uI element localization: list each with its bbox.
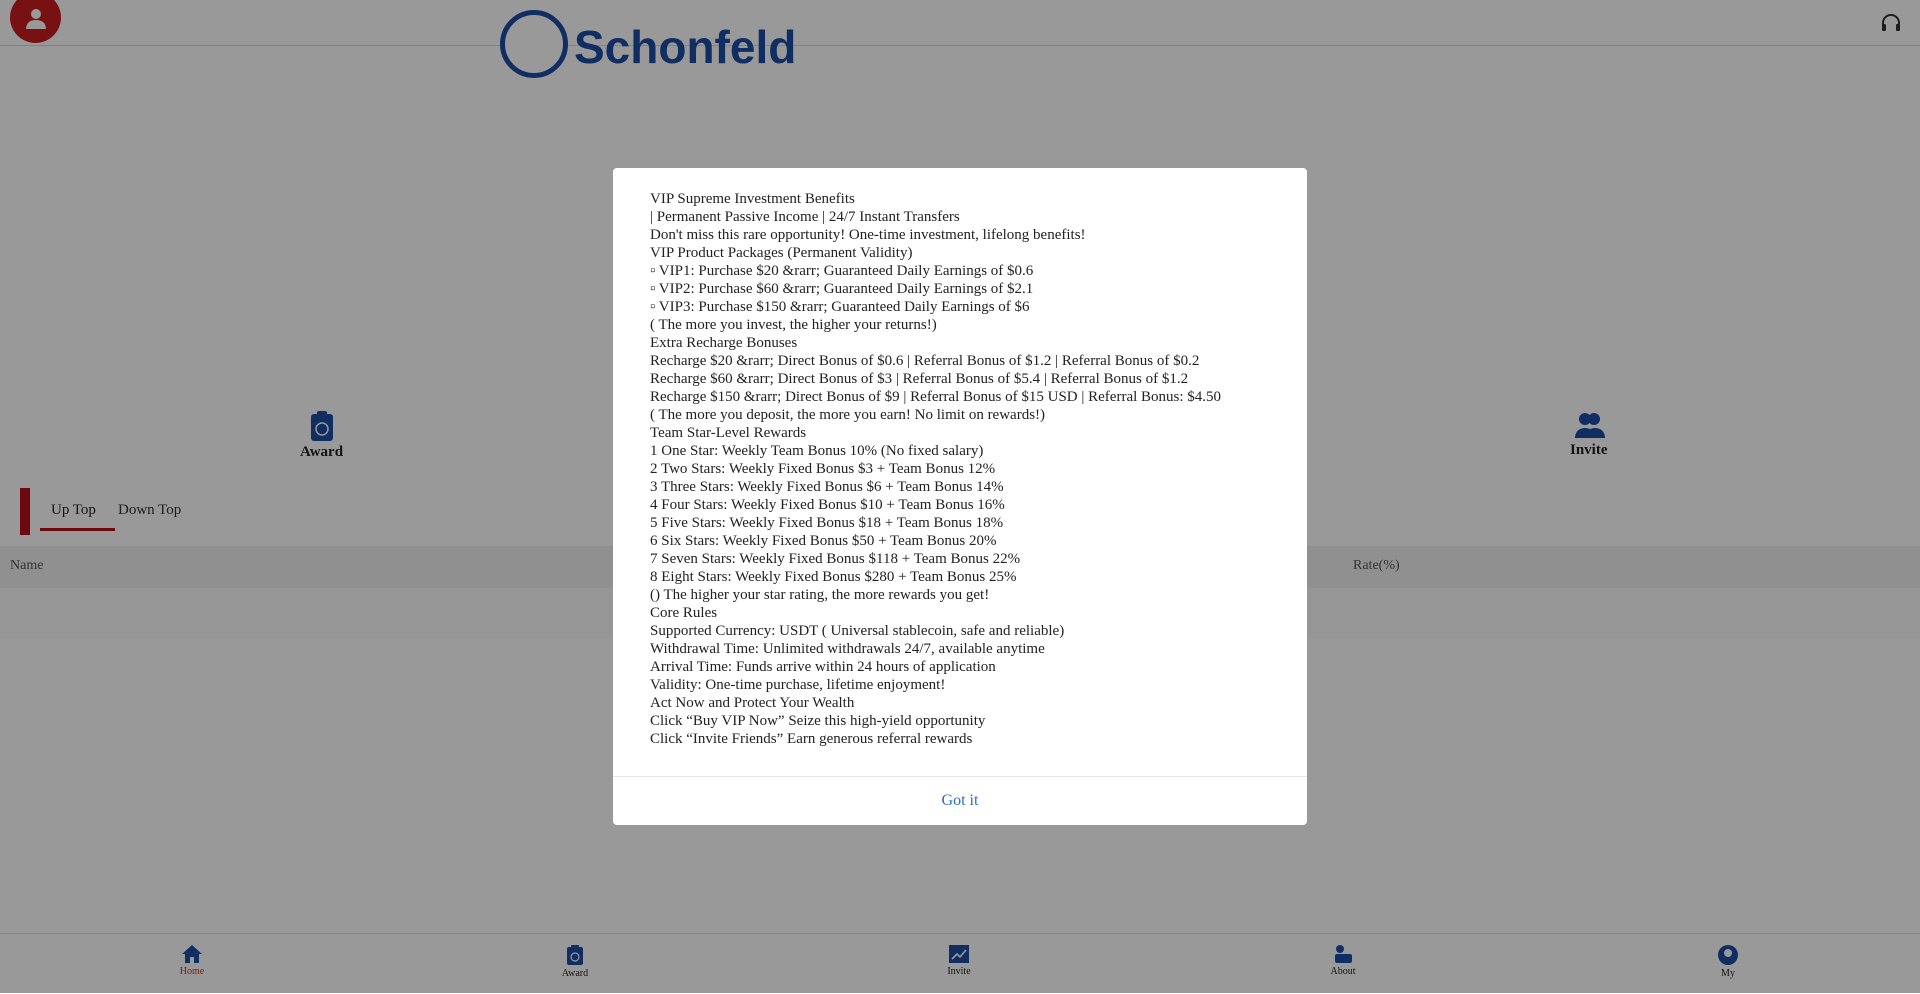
announcement-line: Don't miss this rare opportunity! One-time investment, lifelong benefits! (650, 227, 1086, 243)
announcement-line: 5 Five Stars: Weekly Fixed Bonus $18 + Team Bonus 18% (650, 515, 1004, 531)
announcement-line: ( The more you invest, the higher your returns!) (650, 317, 937, 333)
announcement-line: VIP Supreme Investment Benefits (650, 191, 855, 207)
announcement-line: 1 One Star: Weekly Team Bonus 10% (No fixed salary) (650, 443, 984, 459)
nav-home-label: Home (179, 966, 205, 977)
announcement-line: Click “Buy VIP Now” Seize this high-yield opportunity (650, 713, 986, 729)
quick-award-label: Award (300, 444, 344, 460)
announcement-line: Click “Invite Friends” Earn generous referral rewards (650, 731, 973, 747)
quick-invite-label: Invite (1570, 442, 1608, 458)
announcement-line: Validity: One-time purchase, lifetime enjoyment! (650, 677, 946, 693)
announcement-line: VIP Product Packages (Permanent Validity) (650, 245, 913, 261)
announcement-line: Supported Currency: USDT ( Universal stablecoin, safe and reliable) (650, 623, 1065, 639)
announcement-line: Extra Recharge Bonuses (650, 335, 798, 351)
got-it-button[interactable]: Got it (613, 776, 1307, 826)
announcement-line: ▫ VIP1: Purchase $20 &rarr; Guaranteed Daily Earnings of $0.6 (650, 263, 1034, 279)
announcement-dialog (613, 168, 1307, 825)
announcement-line: 4 Four Stars: Weekly Fixed Bonus $10 + Team Bonus 16% (650, 497, 1005, 513)
announcement-line: Withdrawal Time: Unlimited withdrawals 24/7, available anytime (650, 641, 1045, 657)
announcement-line: Recharge $150 &rarr; Direct Bonus of $9 | Referral Bonus of $15 USD | Referral Bonus: $4.50 (650, 389, 1222, 405)
announcement-line: 6 Six Stars: Weekly Fixed Bonus $50 + Team Bonus 20% (650, 533, 997, 549)
announcement-line: ▫ VIP2: Purchase $60 &rarr; Guaranteed Daily Earnings of $2.1 (650, 281, 1034, 297)
announcement-line: 3 Three Stars: Weekly Fixed Bonus $6 + Team Bonus 14% (650, 479, 1004, 495)
announcement-line: ( The more you deposit, the more you earn! No limit on rewards!) (650, 407, 1046, 423)
tab-up-top[interactable]: Up Top (51, 502, 96, 518)
column-name-header: Name (10, 558, 44, 573)
announcement-line: 2 Two Stars: Weekly Fixed Bonus $3 + Team Bonus 12% (650, 461, 996, 477)
announcement-line: 8 Eight Stars: Weekly Fixed Bonus $280 + Team Bonus 25% (650, 569, 1017, 585)
logo-text: Schonfeld (574, 21, 797, 73)
announcement-line: Recharge $60 &rarr; Direct Bonus of $3 | Referral Bonus of $5.4 | Referral Bonus of $1.2 (650, 371, 1189, 387)
tab-down-top[interactable]: Down Top (118, 502, 182, 518)
nav-invite-label: Invite (947, 966, 971, 977)
nav-about-label: About (1330, 966, 1356, 977)
nav-award-label: Award (561, 968, 589, 979)
nav-my-label: My (1721, 968, 1735, 979)
announcement-line: () The higher your star rating, the more rewards you get! (650, 587, 990, 603)
announcement-line: | Permanent Passive Income | 24/7 Instant Transfers (650, 209, 960, 225)
announcement-line: 7 Seven Stars: Weekly Fixed Bonus $118 + Team Bonus 22% (650, 551, 1021, 567)
announcement-line: Core Rules (650, 605, 718, 621)
announcement-line: Arrival Time: Funds arrive within 24 hours of application (650, 659, 996, 675)
announcement-line: Recharge $20 &rarr; Direct Bonus of $0.6 | Referral Bonus of $1.2 | Referral Bonus of $0.2 (650, 353, 1200, 369)
announcement-line: Team Star-Level Rewards (650, 425, 807, 441)
announcement-line: Act Now and Protect Your Wealth (650, 695, 855, 711)
announcement-body (650, 190, 1290, 748)
announcement-line: ▫ VIP3: Purchase $150 &rarr; Guaranteed Daily Earnings of $6 (650, 299, 1030, 315)
column-rate-header: Rate(%) (1353, 558, 1400, 573)
